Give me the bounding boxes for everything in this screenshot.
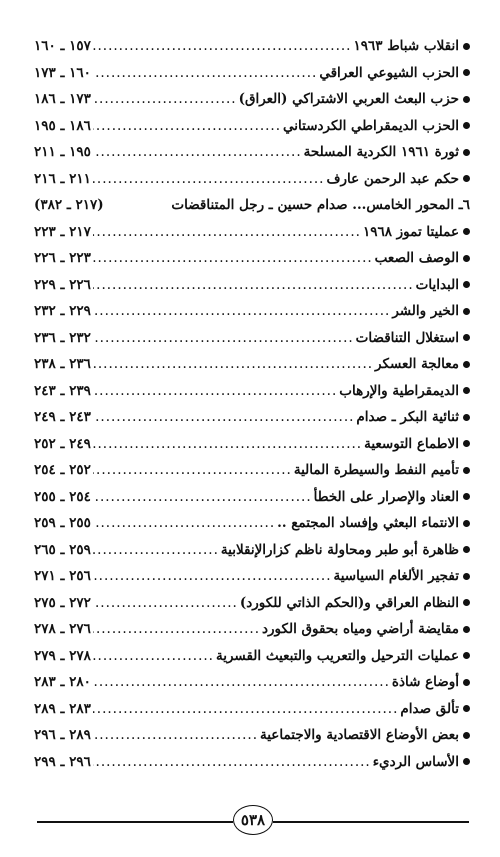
bullet-icon — [463, 467, 470, 474]
toc-entry-title: عمليات الترحيل والتعريب والتبعيث القسرية — [215, 647, 459, 664]
toc-entry-title: ظاهرة أبو طبر ومحاولة ناظم كزارالإنقلابية — [220, 541, 459, 558]
bullet-icon — [463, 679, 470, 686]
dot-leader — [93, 590, 238, 617]
toc-entry-title: الحزب الشيوعي العراقي — [319, 64, 459, 81]
toc-entry-title: عمليتا تموز ١٩٦٨ — [362, 223, 459, 240]
toc-entry — [34, 510, 470, 537]
toc-entry-pages: ٢٤٣ ـ ٢٤٩ — [34, 409, 91, 425]
toc-entry — [34, 166, 470, 193]
toc-entry-title: استغلال التناقضات — [355, 329, 459, 346]
dot-leader — [93, 669, 390, 696]
toc-entry-pages: ٢٥٤ ـ ٢٥٥ — [34, 488, 91, 505]
toc-entry-title: أوضاع شاذة — [391, 674, 459, 690]
footer-rule-right — [273, 821, 469, 823]
dot-leader — [93, 166, 325, 193]
bullet-icon — [463, 414, 470, 421]
toc-entry — [34, 457, 470, 484]
toc-entry-pages: ٢٥٩ ـ ٢٦٥ — [34, 541, 91, 558]
bullet-icon — [463, 228, 470, 235]
toc-entry-title: الاطماع التوسعية — [364, 435, 459, 452]
toc-entry-title: انقلاب شباط ١٩٦٣ — [353, 38, 459, 54]
toc-entry — [34, 696, 470, 723]
toc-entry — [34, 113, 470, 140]
toc-entry-pages: ٢٣٢ ـ ٢٣٦ — [34, 329, 91, 346]
dot-leader — [93, 86, 237, 113]
bullet-icon — [463, 705, 470, 712]
toc-entry-title: بعض الأوضاع الاقتصادية والاجتماعية — [260, 727, 459, 743]
bullet-icon — [463, 440, 470, 447]
toc-entry-title: تفجير الألغام السياسية — [333, 568, 459, 584]
toc-entry-title: معالجة العسكر — [375, 356, 459, 372]
dot-leader — [93, 510, 275, 537]
table-of-contents — [34, 33, 470, 775]
toc-entry-pages: ٢٣٩ ـ ٢٤٣ — [34, 382, 91, 399]
bullet-icon — [463, 361, 470, 368]
dot-leader — [93, 431, 362, 458]
toc-entry-pages: ٢٣٦ ـ ٢٣٨ — [34, 356, 91, 372]
toc-entry-pages: (٢١٧ ـ ٣٨٢) — [34, 197, 104, 213]
toc-entry — [34, 484, 470, 511]
toc-entry-pages: ٢٥٦ ـ ٢٧١ — [34, 568, 91, 584]
bullet-icon — [463, 493, 470, 500]
toc-entry-title: حزب البعث العربي الاشتراكي (العراق) — [238, 91, 459, 107]
toc-entry — [34, 590, 470, 617]
toc-entry — [34, 431, 470, 458]
toc-entry — [34, 219, 470, 246]
bullet-icon — [463, 43, 470, 50]
toc-entry-title: البدايات — [415, 276, 459, 293]
toc-entry-title: مقايضة أراضي ومياه بحقوق الكورد — [262, 621, 459, 637]
toc-entry-pages: ٢٥٥ ـ ٢٥٩ — [34, 515, 91, 531]
dot-leader — [93, 245, 373, 272]
toc-entry — [34, 86, 470, 113]
toc-entry — [34, 722, 470, 749]
toc-entry-pages: ٢٥٢ ـ ٢٥٤ — [34, 462, 91, 478]
bullet-icon — [463, 149, 470, 156]
dot-leader — [93, 60, 317, 87]
dot-leader — [93, 643, 214, 670]
dot-leader — [93, 298, 390, 325]
toc-entry-pages: ٢٢٣ ـ ٢٢٦ — [34, 250, 91, 266]
toc-entry-pages: ٢٩٦ ـ ٢٩٩ — [34, 753, 91, 770]
toc-entry-pages: ٢٧٢ ـ ٢٧٥ — [34, 594, 91, 611]
toc-entry-pages: ٢٤٩ ـ ٢٥٢ — [34, 435, 91, 452]
toc-entry-title: ٦ـ المحور الخامس... صدام حسين ـ رجل المتناقضات — [171, 197, 470, 213]
toc-entry-pages: ٢٢٩ ـ ٢٣٢ — [34, 303, 91, 319]
toc-entry-title: النظام العراقي و(الحكم الذاتي للكورد) — [239, 594, 459, 611]
toc-entry-title: الوصف الصعب — [374, 250, 459, 266]
toc-entry — [34, 60, 470, 87]
toc-entry — [34, 139, 470, 166]
toc-entry-pages: ١٥٧ ـ ١٦٠ — [34, 38, 91, 54]
toc-entry — [34, 378, 470, 405]
toc-entry — [34, 404, 470, 431]
bullet-icon — [463, 732, 470, 739]
toc-entry — [34, 325, 470, 352]
toc-entry-title: تألق صدام — [400, 700, 459, 717]
dot-leader — [93, 616, 260, 643]
dot-leader — [93, 404, 355, 431]
toc-entry-pages: ٢٨٩ ـ ٢٩٦ — [34, 727, 91, 743]
bullet-icon — [463, 96, 470, 103]
bullet-icon — [463, 652, 470, 659]
dot-leader — [93, 219, 361, 246]
toc-entry-title: ثنائية البكر ـ صدام — [356, 409, 459, 425]
bullet-icon — [463, 546, 470, 553]
dot-leader — [93, 33, 352, 60]
toc-entry — [34, 669, 470, 696]
toc-entry — [34, 643, 470, 670]
bullet-icon — [463, 599, 470, 606]
toc-section-heading — [34, 192, 470, 219]
dot-leader — [93, 113, 281, 140]
bullet-icon — [463, 69, 470, 76]
toc-entry-pages: ٢٢٦ ـ ٢٢٩ — [34, 276, 91, 293]
bullet-icon — [463, 626, 470, 633]
toc-entry — [34, 351, 470, 378]
toc-entry-pages: ١٧٣ ـ ١٨٦ — [34, 91, 91, 107]
dot-leader — [93, 722, 258, 749]
bullet-icon — [463, 520, 470, 527]
toc-entry-title: الخير والشر — [392, 303, 459, 319]
toc-entry — [34, 563, 470, 590]
dot-leader — [93, 749, 371, 776]
dot-leader — [93, 484, 312, 511]
toc-entry-pages: ١٦٠ ـ ١٧٣ — [34, 64, 91, 81]
toc-entry-pages: ٢٧٦ ـ ٢٧٨ — [34, 621, 91, 637]
dot-leader — [93, 537, 219, 564]
bullet-icon — [463, 758, 470, 765]
toc-entry-title: تأميم النفط والسيطرة المالية — [293, 462, 459, 478]
dot-leader — [93, 563, 332, 590]
toc-entry-title: الأساس الرديء — [372, 753, 459, 770]
toc-entry-pages: ٢١١ ـ ٢١٦ — [34, 170, 91, 187]
bullet-icon — [463, 387, 470, 394]
toc-entry-title: الديمقراطية والإرهاب — [339, 382, 459, 399]
dot-leader — [93, 351, 373, 378]
dot-leader — [93, 139, 302, 166]
toc-entry — [34, 616, 470, 643]
toc-entry-title: ثورة ١٩٦١ الكردية المسلحة — [303, 144, 459, 160]
dot-leader — [93, 696, 399, 723]
bullet-icon — [463, 308, 470, 315]
toc-entry-title: الانتماء البعثي وإفساد المجتمع .. — [277, 515, 459, 531]
bullet-icon — [463, 334, 470, 341]
toc-entry-title: العناد والإصرار على الخطأ — [313, 488, 459, 505]
toc-entry — [34, 272, 470, 299]
dot-leader — [93, 457, 292, 484]
toc-entry — [34, 749, 470, 776]
toc-entry — [34, 33, 470, 60]
dot-leader — [93, 272, 414, 299]
page-number: ٥٣٨ — [233, 805, 273, 835]
toc-entry-pages: ١٩٥ ـ ٢١١ — [34, 144, 91, 160]
toc-entry-pages: ١٨٦ ـ ١٩٥ — [34, 117, 91, 134]
bullet-icon — [463, 175, 470, 182]
bullet-icon — [463, 122, 470, 129]
toc-entry-pages: ٢٨٠ ـ ٢٨٣ — [34, 674, 91, 690]
page-footer — [37, 803, 469, 839]
bullet-icon — [463, 281, 470, 288]
dot-leader — [93, 378, 337, 405]
toc-entry-pages: ٢٨٣ ـ ٢٨٩ — [34, 700, 91, 717]
toc-entry-pages: ٢١٧ ـ ٢٢٣ — [34, 223, 91, 240]
footer-rule-left — [37, 821, 233, 823]
toc-entry — [34, 245, 470, 272]
bullet-icon — [463, 573, 470, 580]
toc-entry-pages: ٢٧٨ ـ ٢٧٩ — [34, 647, 91, 664]
toc-entry-title: الحزب الديمقراطي الكردستاني — [283, 117, 459, 134]
bullet-icon — [463, 255, 470, 262]
toc-entry-title: حكم عبد الرحمن عارف — [326, 170, 459, 187]
toc-entry — [34, 298, 470, 325]
toc-entry — [34, 537, 470, 564]
dot-leader — [93, 325, 354, 352]
